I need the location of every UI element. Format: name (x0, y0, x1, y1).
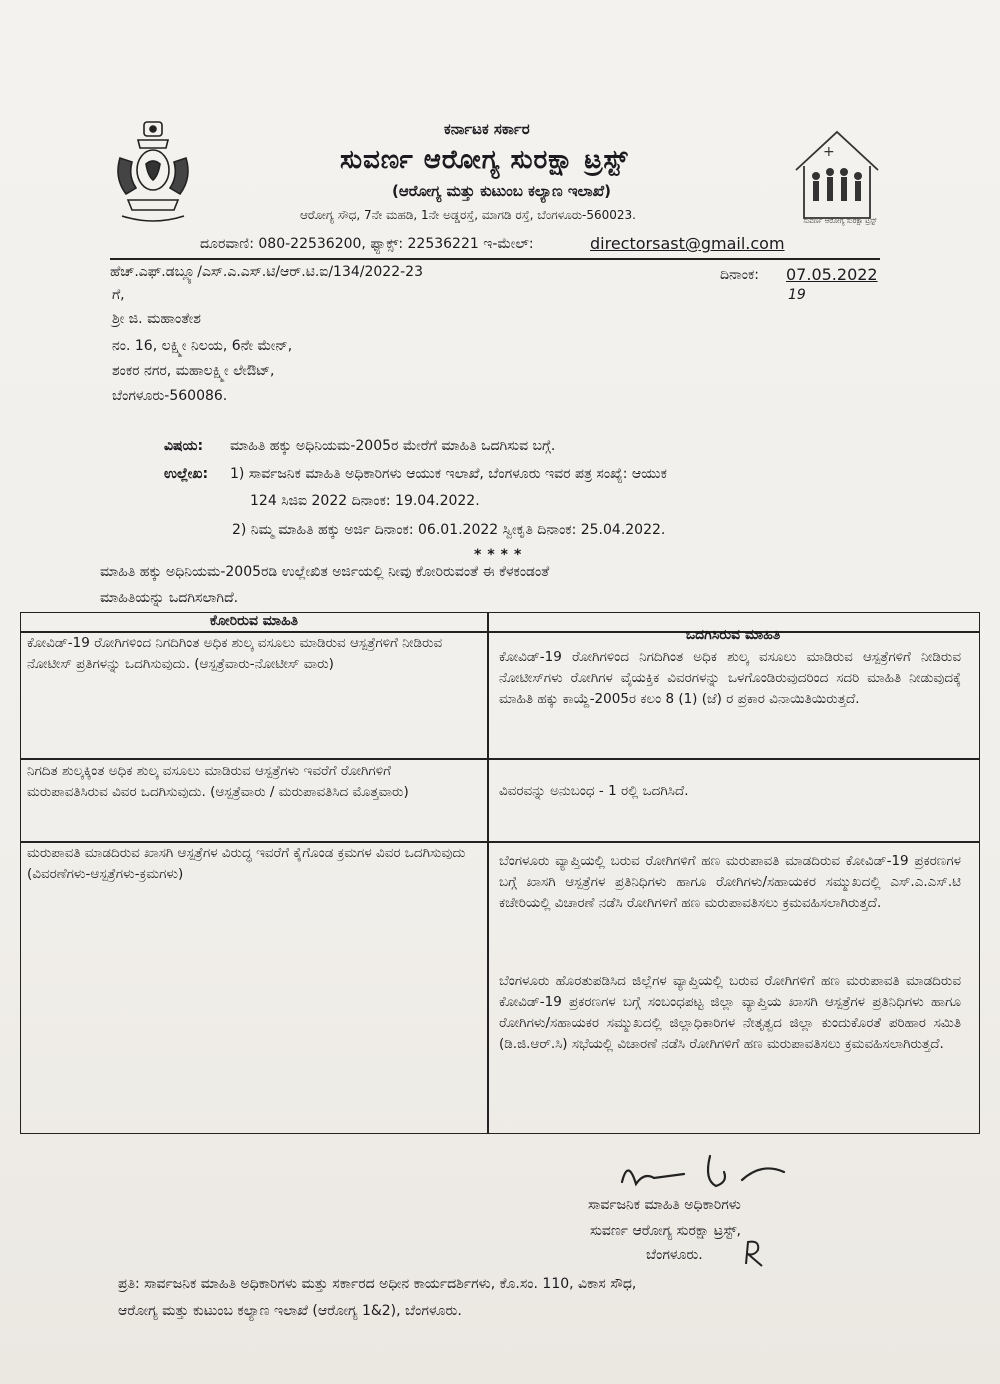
right-logo-caption: ಸುವರ್ಣ ಆರೋಗ್ಯ ಸುರಕ್ಷಾ ಟ್ರಸ್ಟ್ (803, 217, 877, 225)
table-cell-requested: ಮರುಪಾವತಿ ಮಾಡದಿರುವ ಖಾಸಗಿ ಆಸ್ಪತ್ರೆಗಳ ವಿರುದ್ಧ ಇವರೆಗೆ ಕೈಗೊಂಡ ಕ್ರಮಗಳ ವಿವರ ಒದಗಿಸುವುದು (ವಿವರಣೆಗಳು-ಆಸ್ಪತ್ರೆಗಳು-ಕ್ರಮಗಳು) (27, 845, 466, 882)
page-mark: 19 (788, 287, 806, 303)
email-link[interactable]: directorsast@gmail.com (590, 234, 785, 253)
copy-to-line-2: ಆರೋಗ್ಯ ಮತ್ತು ಕುಟುಂಬ ಕಲ್ಯಾಣ ಇಲಾಖೆ (ಆರೋಗ್ಯ 1&2), ಬೆಂಗಳೂರು. (118, 1303, 462, 1319)
intro-line-2: ಮಾಹಿತಿಯನ್ನು ಒದಗಿಸಲಾಗಿದೆ. (100, 590, 239, 606)
handwritten-signature (614, 1152, 794, 1202)
karnataka-emblem-icon (108, 118, 198, 228)
header-rule (110, 258, 880, 260)
reference-item-1: 1) ಸಾರ್ವಜನಿಕ ಮಾಹಿತಿ ಅಧಿಕಾರಿಗಳು ಆಯುಕ ಇಲಾಖೆ, ಬೆಂಗಳೂರು ಇವರ ಪತ್ರ ಸಂಖ್ಯೆ: ಆಯುಕ (230, 466, 667, 482)
reference-item-1-cont: 124 ಸಿಜಿಐ 2022 ದಿನಾಂಕ: 19.04.2022. (250, 493, 480, 509)
org-name: ಸುವರ್ಣ ಆರೋಗ್ಯ ಸುರಕ್ಷಾ ಟ್ರಸ್ಟ್ (340, 145, 629, 175)
letter-date: 07.05.2022 (786, 265, 878, 284)
copy-to-line-1: ಪ್ರತಿ: ಸಾರ್ವಜನಿಕ ಮಾಹಿತಿ ಅಧಿಕಾರಿಗಳು ಮತ್ತು ಸರ್ಕಾರದ ಅಧೀನ ಕಾರ್ಯದರ್ಶಿಗಳು, ಕೊ.ಸಂ. 110, ವಿಕಾಸ ಸೌಧ, (118, 1276, 637, 1292)
signatory-city: ಬೆಂಗಳೂರು. (646, 1247, 703, 1263)
office-address: ಆರೋಗ್ಯ ಸೌಧ, 7ನೇ ಮಹಡಿ, 1ನೇ ಅಡ್ಡರಸ್ತೆ, ಮಾಗಡಿ ರಸ್ತೆ, ಬೆಂಗಳೂರು-560023. (300, 208, 636, 222)
table-column-divider (487, 613, 489, 1133)
date-label: ದಿನಾಂಕ: (720, 267, 759, 283)
svg-text:+: + (823, 144, 835, 160)
signatory-title: ಸಾರ್ವಜನಿಕ ಮಾಹಿತಿ ಅಧಿಕಾರಿಗಳು (588, 1197, 741, 1213)
subject-text: ಮಾಹಿತಿ ಹಕ್ಕು ಅಧಿನಿಯಮ-2005ರ ಮೇರೆಗೆ ಮಾಹಿತಿ ಒದಗಿಸುವ ಬಗ್ಗೆ. (230, 438, 556, 454)
table-cell-requested: ನಿಗದಿತ ಶುಲ್ಕಕ್ಕಿಂತ ಅಧಿಕ ಶುಲ್ಕ ವಸೂಲು ಮಾಡಿರುವ ಆಸ್ಪತ್ರೆಗಳು ಇವರೆಗೆ ರೋಗಿಗಳಿಗೆ ಮರುಪಾವತಿಸಿರುವ ವಿವರ ಒದಗಿಸುವುದು. (ಆಸ್ಪತ್ರೆವಾರು / ಮರುಪಾವತಿಸಿದ ಮೊತ್ತವಾರು) (27, 763, 409, 800)
table-cell-provided: ವಿವರವನ್ನು ಅನುಬಂಧ - 1 ರಲ್ಲಿ ಒದಗಿಸಿದೆ. (499, 783, 689, 799)
table-cell-provided: ಬೆಂಗಳೂರು ವ್ಯಾಪ್ತಿಯಲ್ಲಿ ಬರುವ ರೋಗಿಗಳಿಗೆ ಹಣ ಮರುಪಾವತಿ ಮಾಡದಿರುವ ಕೋವಿಡ್-19 ಪ್ರಕರಣಗಳ ಬಗ್ಗೆ ಖಾಸಗಿ ಆಸ್ಪತ್ರೆಗಳ ಪ್ರತಿನಿಧಿಗಳು ಹಾಗೂ ರೋಗಿಗಳು/ಸಹಾಯಕರ ಸಮ್ಮುಖದಲ್ಲಿ ಎಸ್.ಎ.ಎಸ್.ಟಿ ಕಚೇರಿಯಲ್ಲಿ ವಿಚಾರಣೆ ನಡೆಸಿ ರೋಗಿಗಳಿಗೆ ಹಣ ಮರುಪಾವತಿಸಲು ಕ್ರಮವಹಿಸಲಾಗಿರುತ್ತದೆ. (499, 853, 961, 911)
contact-line: ದೂರವಾಣಿ: 080-22536200, ಫ್ಯಾಕ್ಸ್: 22536221 ಇ-ಮೇಲ್: (200, 236, 534, 252)
column-header-requested: ಕೋರಿರುವ ಮಾಹಿತಿ (209, 613, 299, 629)
reference-label: ಉಲ್ಲೇಖ: (164, 466, 209, 482)
department-name: (ಆರೋಗ್ಯ ಮತ್ತು ಕುಟುಂಬ ಕಲ್ಯಾಣ ಇಲಾಖೆ) (392, 182, 612, 200)
recipient-line: ನಂ. 16, ಲಕ್ಷ್ಮೀ ನಿಲಯ, 6ನೇ ಮೇನ್, (112, 338, 293, 354)
reference-item-2: 2) ನಿಮ್ಮ ಮಾಹಿತಿ ಹಕ್ಕು ಅರ್ಜಿ ದಿನಾಂಕ: 06.01.2022 ಸ್ವೀಕೃತಿ ದಿನಾಂಕ: 25.04.2022. (232, 522, 666, 538)
government-title: ಕರ್ನಾಟಕ ಸರ್ಕಾರ (444, 120, 530, 138)
table-row-rule (21, 758, 979, 760)
initial-mark-icon (740, 1238, 768, 1268)
reference-number: ಹೆಚ್.ಎಫ್.ಡಬ್ಲ್ಯೂ/ಎಸ್.ಎ.ಎಸ್.ಟಿ/ಆರ್.ಟಿ.ಐ/134/2022-23 (110, 264, 423, 280)
section-separator: **** (474, 547, 528, 563)
intro-line-1: ಮಾಹಿತಿ ಹಕ್ಕು ಅಧಿನಿಯಮ-2005ರಡಿ ಉಲ್ಲೇಖಿತ ಅರ್ಜಿಯಲ್ಲಿ ನೀವು ಕೋರಿರುವಂತೆ ಈ ಕೆಳಕಂಡಂತೆ (100, 564, 550, 580)
signatory-organization: ಸುವರ್ಣ ಆರೋಗ್ಯ ಸುರಕ್ಷಾ ಟ್ರಸ್ಟ್, (590, 1223, 741, 1239)
recipient-line: ಶ್ರೀ ಜಿ. ಮಹಾಂತೇಶ (112, 311, 201, 327)
table-cell-provided: ಬೆಂಗಳೂರು ಹೊರತುಪಡಿಸಿದ ಜಿಲ್ಲೆಗಳ ವ್ಯಾಪ್ತಿಯಲ್ಲಿ ಬರುವ ರೋಗಿಗಳಿಗೆ ಹಣ ಮರುಪಾವತಿ ಮಾಡದಿರುವ ಕೋವಿಡ್-19 ಪ್ರಕರಣಗಳ ಬಗ್ಗೆ ಸಂಬಂಧಪಟ್ಟ ಜಿಲ್ಲಾ ವ್ಯಾಪ್ತಿಯ ಖಾಸಗಿ ಆಸ್ಪತ್ರೆಗಳ ಪ್ರತಿನಿಧಿಗಳು ಹಾಗೂ ರೋಗಿಗಳು/ಸಹಾಯಕರ ಸಮ್ಮುಖದಲ್ಲಿ ಜಿಲ್ಲಾಧಿಕಾರಿಗಳ ನೇತೃತ್ವದ ಜಿಲ್ಲಾ ಕುಂದುಕೊರತೆ ಪರಿಹಾರ ಸಮಿತಿ (ಡಿ.ಜಿ.ಆರ್.ಸಿ) ಸಭೆಯಲ್ಲಿ ವಿಚಾರಣೆ ನಡೆಸಿ ರೋಗಿಗಳಿಗೆ ಹಣ ಮರುಪಾವತಿಸಲು ಕ್ರಮವಹಿಸಲಾಗಿರುತ್ತದೆ. (499, 973, 961, 1052)
recipient-to: ಗೆ, (112, 287, 125, 303)
recipient-line: ಶಂಕರ ನಗರ, ಮಹಾಲಕ್ಷ್ಮೀ ಲೇಔಟ್, (112, 363, 275, 379)
information-table (20, 612, 980, 1134)
table-cell-requested: ಕೋವಿಡ್-19 ರೋಗಿಗಳಿಂದ ನಿಗದಿಗಿಂತ ಅಧಿಕ ಶುಲ್ಕ ವಸೂಲು ಮಾಡಿರುವ ಆಸ್ಪತ್ರೆಗಳಿಗೆ ನೀಡಿರುವ ನೋಟೀಸ್ ಪ್ರತಿಗಳನ್ನು ಒದಗಿಸುವುದು. (ಆಸ್ಪತ್ರೆವಾರು-ನೋಟೀಸ್ ವಾರು) (27, 635, 443, 672)
recipient-line: ಬೆಂಗಳೂರು-560086. (112, 388, 228, 404)
table-cell-provided: ಕೋವಿಡ್-19 ರೋಗಿಗಳಿಂದ ನಿಗದಿಗಿಂತ ಅಧಿಕ ಶುಲ್ಕ ವಸೂಲು ಮಾಡಿರುವ ಆಸ್ಪತ್ರೆಗಳಿಗೆ ನೀಡಿರುವ ನೋಟೀಸ್‌ಗಳು ರೋಗಿಗಳ ವೈಯಕ್ತಿಕ ವಿವರಗಳನ್ನು ಒಳಗೊಂಡಿರುವುದರಿಂದ ಸದರಿ ಮಾಹಿತಿ ನೀಡುವುದಕ್ಕೆ ಮಾಹಿತಿ ಹಕ್ಕು ಕಾಯ್ದೆ-2005ರ ಕಲಂ 8 (1) (ಜೆ) ರ ಪ್ರಕಾರ ವಿನಾಯಿತಿಯಿರುತ್ತದೆ. (499, 649, 961, 707)
subject-label: ವಿಷಯ: (164, 438, 204, 454)
column-header-provided: ಒದಗಿಸಿರುವ ಮಾಹಿತಿ (685, 627, 781, 643)
